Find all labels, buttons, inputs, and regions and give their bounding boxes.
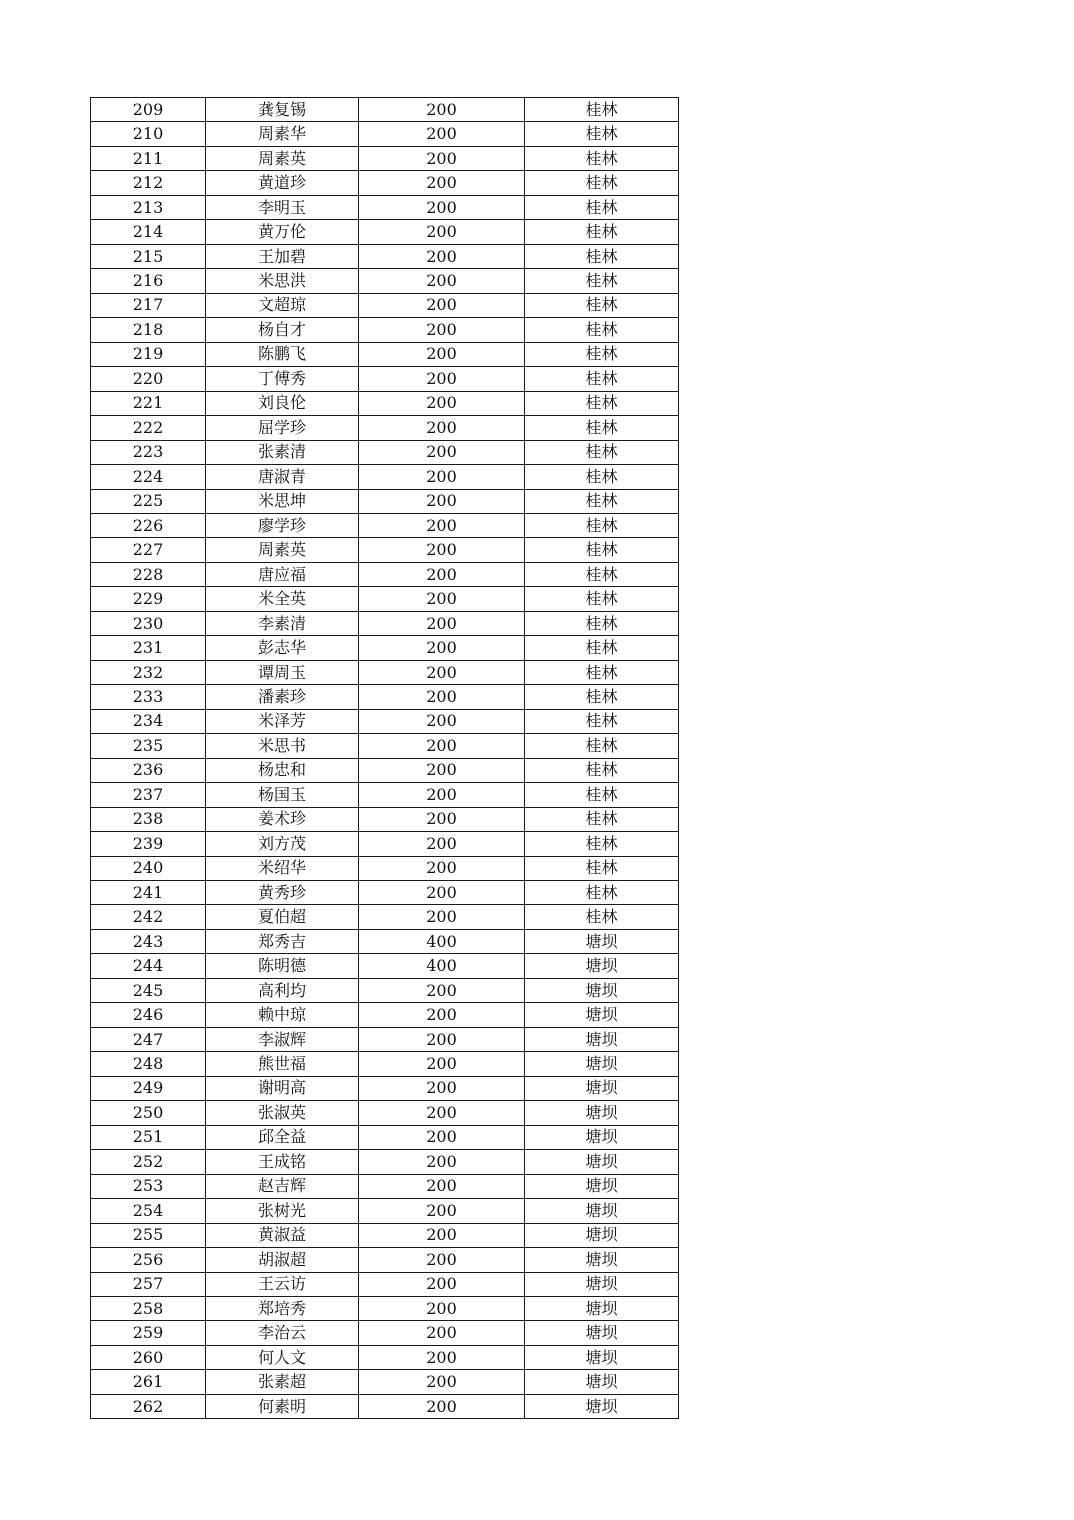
row-number-cell: 238 (91, 807, 206, 831)
row-number-cell: 220 (91, 367, 206, 391)
name-cell: 杨国玉 (206, 783, 359, 807)
table-row (91, 195, 679, 219)
row-number-cell: 213 (91, 195, 206, 219)
table-row (91, 1248, 679, 1272)
row-number-cell: 241 (91, 881, 206, 905)
name-cell: 夏伯超 (206, 905, 359, 929)
location-cell: 桂林 (525, 195, 679, 219)
location-cell: 桂林 (525, 367, 679, 391)
row-number-cell: 222 (91, 416, 206, 440)
row-number-cell: 214 (91, 220, 206, 244)
name-cell: 米全英 (206, 587, 359, 611)
amount-cell: 200 (359, 440, 525, 464)
name-cell: 张树光 (206, 1199, 359, 1223)
row-number-cell: 256 (91, 1248, 206, 1272)
location-cell: 桂林 (525, 758, 679, 782)
name-cell: 廖学珍 (206, 513, 359, 537)
name-cell: 杨忠和 (206, 758, 359, 782)
row-number-cell: 216 (91, 269, 206, 293)
table-row (91, 513, 679, 537)
row-number-cell: 239 (91, 832, 206, 856)
name-cell: 熊世福 (206, 1052, 359, 1076)
amount-cell: 200 (359, 342, 525, 366)
amount-cell: 200 (359, 758, 525, 782)
row-number-cell: 218 (91, 318, 206, 342)
amount-cell: 200 (359, 220, 525, 244)
row-number-cell: 212 (91, 171, 206, 195)
name-cell: 邱全益 (206, 1125, 359, 1149)
amount-cell: 200 (359, 587, 525, 611)
table-row (91, 611, 679, 635)
name-cell: 黄万伦 (206, 220, 359, 244)
name-cell: 唐淑青 (206, 465, 359, 489)
name-cell: 龚复锡 (206, 98, 359, 122)
name-cell: 米绍华 (206, 856, 359, 880)
name-cell: 李素清 (206, 611, 359, 635)
name-cell: 李治云 (206, 1321, 359, 1345)
name-cell: 周素英 (206, 538, 359, 562)
amount-cell: 200 (359, 1370, 525, 1394)
name-cell: 刘方茂 (206, 832, 359, 856)
table-row (91, 1174, 679, 1198)
amount-cell: 200 (359, 636, 525, 660)
table-row (91, 1296, 679, 1320)
row-number-cell: 243 (91, 929, 206, 953)
location-cell: 桂林 (525, 220, 679, 244)
row-number-cell: 229 (91, 587, 206, 611)
table-row (91, 1101, 679, 1125)
amount-cell: 200 (359, 1296, 525, 1320)
table-row (91, 587, 679, 611)
row-number-cell: 242 (91, 905, 206, 929)
table-row (91, 269, 679, 293)
location-cell: 塘坝 (525, 1101, 679, 1125)
name-cell: 黄淑益 (206, 1223, 359, 1247)
table-row (91, 489, 679, 513)
amount-cell: 200 (359, 856, 525, 880)
table-row (91, 465, 679, 489)
table-row (91, 807, 679, 831)
row-number-cell: 251 (91, 1125, 206, 1149)
location-cell: 塘坝 (525, 1394, 679, 1418)
name-cell: 黄道珍 (206, 171, 359, 195)
location-cell: 塘坝 (525, 1248, 679, 1272)
location-cell: 桂林 (525, 636, 679, 660)
row-number-cell: 260 (91, 1345, 206, 1369)
location-cell: 塘坝 (525, 1150, 679, 1174)
table-row (91, 1027, 679, 1051)
location-cell: 塘坝 (525, 978, 679, 1002)
amount-cell: 200 (359, 171, 525, 195)
table-row (91, 1272, 679, 1296)
table-row (91, 1394, 679, 1418)
location-cell: 塘坝 (525, 954, 679, 978)
amount-cell: 200 (359, 489, 525, 513)
name-cell: 陈明德 (206, 954, 359, 978)
amount-cell: 200 (359, 538, 525, 562)
location-cell: 桂林 (525, 807, 679, 831)
table-row (91, 171, 679, 195)
amount-cell: 200 (359, 1345, 525, 1369)
name-cell: 郑秀吉 (206, 929, 359, 953)
row-number-cell: 223 (91, 440, 206, 464)
table-row (91, 1370, 679, 1394)
location-cell: 桂林 (525, 146, 679, 170)
name-cell: 何素明 (206, 1394, 359, 1418)
amount-cell: 200 (359, 685, 525, 709)
amount-cell: 200 (359, 318, 525, 342)
amount-cell: 200 (359, 1150, 525, 1174)
row-number-cell: 257 (91, 1272, 206, 1296)
row-number-cell: 226 (91, 513, 206, 537)
row-number-cell: 245 (91, 978, 206, 1002)
table-row (91, 538, 679, 562)
table-row (91, 978, 679, 1002)
location-cell: 塘坝 (525, 1321, 679, 1345)
name-cell: 张素清 (206, 440, 359, 464)
row-number-cell: 228 (91, 562, 206, 586)
name-cell: 杨自才 (206, 318, 359, 342)
table-row (91, 856, 679, 880)
location-cell: 塘坝 (525, 1370, 679, 1394)
name-cell: 王成铭 (206, 1150, 359, 1174)
table-row (91, 440, 679, 464)
location-cell: 桂林 (525, 660, 679, 684)
name-cell: 姜术珍 (206, 807, 359, 831)
location-cell: 塘坝 (525, 1052, 679, 1076)
location-cell: 桂林 (525, 783, 679, 807)
name-cell: 唐应福 (206, 562, 359, 586)
table-row (91, 709, 679, 733)
table-row (91, 220, 679, 244)
table-row (91, 318, 679, 342)
row-number-cell: 234 (91, 709, 206, 733)
name-cell: 屈学珍 (206, 416, 359, 440)
name-cell: 谭周玉 (206, 660, 359, 684)
name-cell: 张素超 (206, 1370, 359, 1394)
table-row (91, 954, 679, 978)
amount-cell: 200 (359, 1272, 525, 1296)
location-cell: 塘坝 (525, 929, 679, 953)
table-body (91, 98, 679, 1419)
table-row (91, 1223, 679, 1247)
table-row (91, 293, 679, 317)
amount-cell: 200 (359, 416, 525, 440)
amount-cell: 200 (359, 391, 525, 415)
amount-cell: 200 (359, 1003, 525, 1027)
amount-cell: 200 (359, 1101, 525, 1125)
name-cell: 文超琼 (206, 293, 359, 317)
amount-cell: 200 (359, 734, 525, 758)
name-cell: 米思坤 (206, 489, 359, 513)
location-cell: 桂林 (525, 734, 679, 758)
location-cell: 桂林 (525, 269, 679, 293)
table-row (91, 1052, 679, 1076)
amount-cell: 200 (359, 1027, 525, 1051)
name-cell: 刘良伦 (206, 391, 359, 415)
name-cell: 周素华 (206, 122, 359, 146)
row-number-cell: 231 (91, 636, 206, 660)
location-cell: 桂林 (525, 465, 679, 489)
amount-cell: 200 (359, 1125, 525, 1149)
table-row (91, 1125, 679, 1149)
table-row (91, 881, 679, 905)
table-row (91, 1321, 679, 1345)
name-cell: 陈鹏飞 (206, 342, 359, 366)
row-number-cell: 262 (91, 1394, 206, 1418)
row-number-cell: 217 (91, 293, 206, 317)
amount-cell: 200 (359, 367, 525, 391)
amount-cell: 200 (359, 709, 525, 733)
amount-cell: 200 (359, 513, 525, 537)
name-cell: 王云访 (206, 1272, 359, 1296)
name-cell: 丁傅秀 (206, 367, 359, 391)
location-cell: 塘坝 (525, 1199, 679, 1223)
location-cell: 桂林 (525, 293, 679, 317)
row-number-cell: 235 (91, 734, 206, 758)
location-cell: 桂林 (525, 709, 679, 733)
row-number-cell: 250 (91, 1101, 206, 1125)
name-cell: 周素英 (206, 146, 359, 170)
amount-cell: 200 (359, 832, 525, 856)
name-cell: 彭志华 (206, 636, 359, 660)
location-cell: 桂林 (525, 98, 679, 122)
amount-cell: 200 (359, 146, 525, 170)
location-cell: 塘坝 (525, 1076, 679, 1100)
table-row (91, 122, 679, 146)
amount-cell: 200 (359, 465, 525, 489)
table-row (91, 783, 679, 807)
location-cell: 塘坝 (525, 1272, 679, 1296)
location-cell: 桂林 (525, 611, 679, 635)
row-number-cell: 236 (91, 758, 206, 782)
location-cell: 桂林 (525, 122, 679, 146)
amount-cell: 200 (359, 122, 525, 146)
row-number-cell: 215 (91, 244, 206, 268)
location-cell: 桂林 (525, 342, 679, 366)
table-row (91, 905, 679, 929)
amount-cell: 200 (359, 269, 525, 293)
amount-cell: 200 (359, 98, 525, 122)
table-row (91, 367, 679, 391)
name-cell: 米思书 (206, 734, 359, 758)
amount-cell: 200 (359, 1199, 525, 1223)
name-cell: 何人文 (206, 1345, 359, 1369)
name-cell: 李淑辉 (206, 1027, 359, 1051)
location-cell: 塘坝 (525, 1296, 679, 1320)
table-row (91, 1076, 679, 1100)
row-number-cell: 211 (91, 146, 206, 170)
table-row (91, 685, 679, 709)
row-number-cell: 209 (91, 98, 206, 122)
amount-cell: 200 (359, 562, 525, 586)
name-cell: 黄秀珍 (206, 881, 359, 905)
table-row (91, 660, 679, 684)
location-cell: 桂林 (525, 391, 679, 415)
table-row (91, 758, 679, 782)
name-cell: 张淑英 (206, 1101, 359, 1125)
row-number-cell: 230 (91, 611, 206, 635)
table-row (91, 636, 679, 660)
amount-cell: 200 (359, 783, 525, 807)
name-cell: 高利均 (206, 978, 359, 1002)
amount-cell: 200 (359, 611, 525, 635)
amount-cell: 200 (359, 978, 525, 1002)
table-row (91, 734, 679, 758)
location-cell: 塘坝 (525, 1223, 679, 1247)
location-cell: 塘坝 (525, 1027, 679, 1051)
location-cell: 塘坝 (525, 1174, 679, 1198)
location-cell: 桂林 (525, 244, 679, 268)
amount-cell: 200 (359, 293, 525, 317)
table-row (91, 1003, 679, 1027)
location-cell: 桂林 (525, 587, 679, 611)
amount-cell: 200 (359, 660, 525, 684)
name-cell: 米泽芳 (206, 709, 359, 733)
location-cell: 塘坝 (525, 1003, 679, 1027)
row-number-cell: 210 (91, 122, 206, 146)
row-number-cell: 233 (91, 685, 206, 709)
row-number-cell: 225 (91, 489, 206, 513)
amount-cell: 400 (359, 929, 525, 953)
amount-cell: 200 (359, 1321, 525, 1345)
table-row (91, 416, 679, 440)
amount-cell: 200 (359, 1248, 525, 1272)
name-cell: 赖中琼 (206, 1003, 359, 1027)
name-cell: 赵吉辉 (206, 1174, 359, 1198)
table-row (91, 1150, 679, 1174)
row-number-cell: 258 (91, 1296, 206, 1320)
table-row (91, 1199, 679, 1223)
row-number-cell: 255 (91, 1223, 206, 1247)
row-number-cell: 252 (91, 1150, 206, 1174)
location-cell: 桂林 (525, 832, 679, 856)
location-cell: 桂林 (525, 440, 679, 464)
name-cell: 米思洪 (206, 269, 359, 293)
location-cell: 桂林 (525, 685, 679, 709)
row-number-cell: 237 (91, 783, 206, 807)
row-number-cell: 219 (91, 342, 206, 366)
location-cell: 桂林 (525, 538, 679, 562)
row-number-cell: 221 (91, 391, 206, 415)
row-number-cell: 232 (91, 660, 206, 684)
amount-cell: 400 (359, 954, 525, 978)
amount-cell: 200 (359, 807, 525, 831)
location-cell: 桂林 (525, 513, 679, 537)
table-row (91, 342, 679, 366)
amount-cell: 200 (359, 244, 525, 268)
location-cell: 桂林 (525, 489, 679, 513)
table-row (91, 562, 679, 586)
location-cell: 桂林 (525, 416, 679, 440)
name-cell: 潘素珍 (206, 685, 359, 709)
table-row (91, 244, 679, 268)
row-number-cell: 224 (91, 465, 206, 489)
location-cell: 桂林 (525, 881, 679, 905)
table-row (91, 1345, 679, 1369)
location-cell: 桂林 (525, 905, 679, 929)
row-number-cell: 253 (91, 1174, 206, 1198)
row-number-cell: 246 (91, 1003, 206, 1027)
row-number-cell: 227 (91, 538, 206, 562)
location-cell: 桂林 (525, 171, 679, 195)
data-table (90, 97, 679, 1419)
name-cell: 谢明高 (206, 1076, 359, 1100)
amount-cell: 200 (359, 1223, 525, 1247)
amount-cell: 200 (359, 1076, 525, 1100)
location-cell: 桂林 (525, 856, 679, 880)
name-cell: 王加碧 (206, 244, 359, 268)
table-row (91, 929, 679, 953)
row-number-cell: 240 (91, 856, 206, 880)
amount-cell: 200 (359, 195, 525, 219)
location-cell: 塘坝 (525, 1125, 679, 1149)
table-row (91, 832, 679, 856)
location-cell: 桂林 (525, 318, 679, 342)
amount-cell: 200 (359, 1394, 525, 1418)
table-row (91, 146, 679, 170)
row-number-cell: 248 (91, 1052, 206, 1076)
row-number-cell: 249 (91, 1076, 206, 1100)
row-number-cell: 261 (91, 1370, 206, 1394)
row-number-cell: 259 (91, 1321, 206, 1345)
table-row (91, 98, 679, 122)
row-number-cell: 244 (91, 954, 206, 978)
row-number-cell: 254 (91, 1199, 206, 1223)
amount-cell: 200 (359, 905, 525, 929)
amount-cell: 200 (359, 881, 525, 905)
amount-cell: 200 (359, 1174, 525, 1198)
row-number-cell: 247 (91, 1027, 206, 1051)
location-cell: 塘坝 (525, 1345, 679, 1369)
name-cell: 郑培秀 (206, 1296, 359, 1320)
table-row (91, 391, 679, 415)
name-cell: 胡淑超 (206, 1248, 359, 1272)
location-cell: 桂林 (525, 562, 679, 586)
amount-cell: 200 (359, 1052, 525, 1076)
name-cell: 李明玉 (206, 195, 359, 219)
